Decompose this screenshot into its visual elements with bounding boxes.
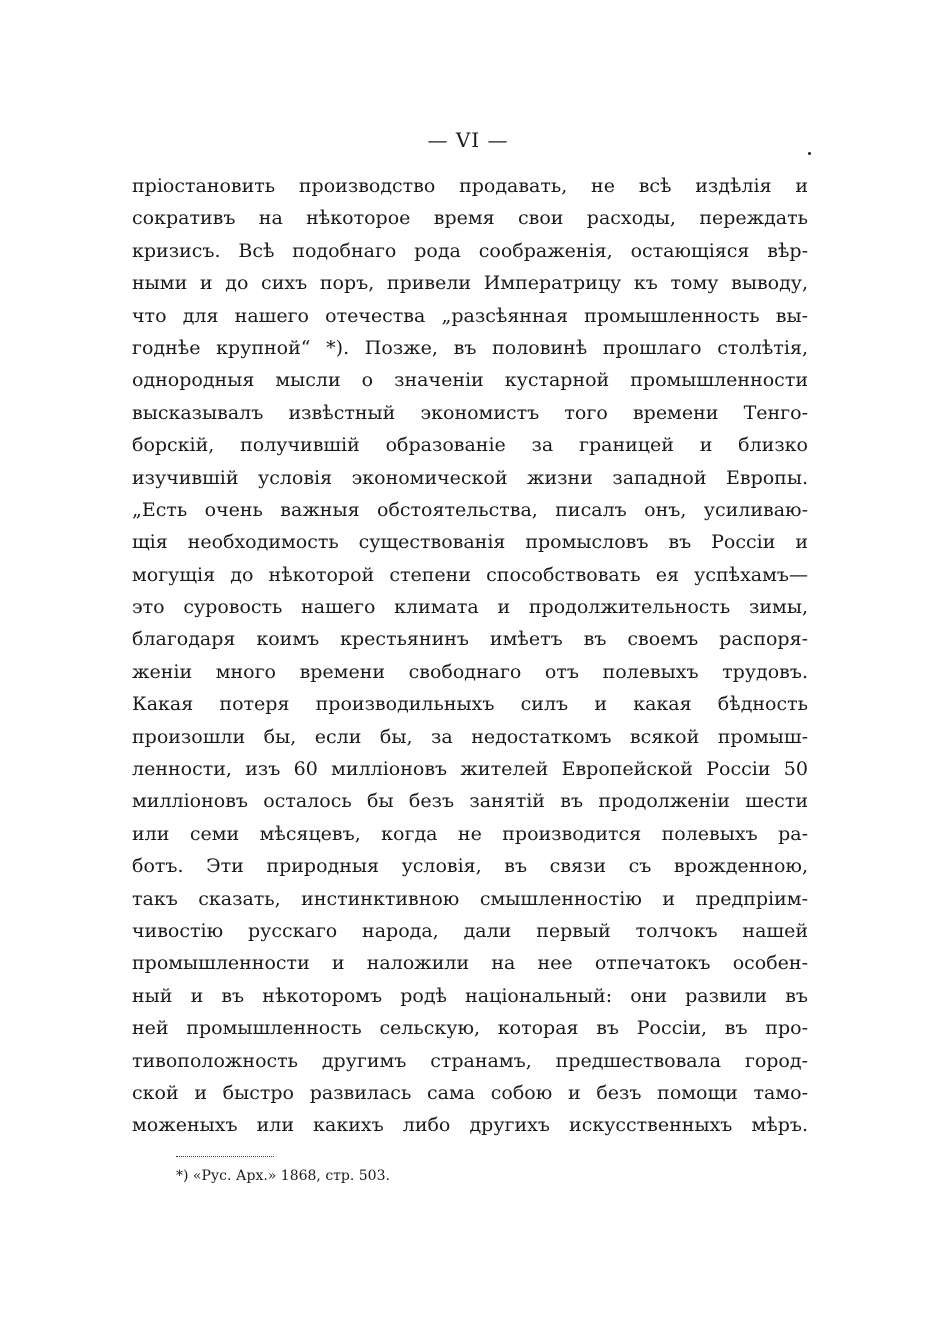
- text-line: борскій, получившій образованіе за границей и близко: [132, 434, 808, 457]
- text-line: высказывалъ извѣстный экономистъ того времени Тенго-: [132, 401, 808, 424]
- text-line: произошли бы, если бы, за недостаткомъ всякой промыш-: [132, 725, 808, 748]
- text-line: однородныя мысли о значеніи кустарной промышленности: [132, 369, 808, 392]
- text-line: моженыхъ или какихъ либо другихъ искусственныхъ мѣръ.: [132, 1114, 808, 1137]
- text-line: тивоположность другимъ странамъ, предшествовала город-: [132, 1049, 808, 1072]
- text-line: сокративъ на нѣкоторое время свои расходы, переждать: [132, 207, 808, 230]
- text-line: это суровость нашего климата и продолжительность зимы,: [132, 596, 808, 619]
- text-line: ный и въ нѣкоторомъ родѣ національный: они развили въ: [132, 984, 808, 1007]
- text-line: ленности, изъ 60 милліоновъ жителей Европейской Россіи 50: [132, 758, 808, 781]
- text-line: изучившій условія экономической жизни западной Европы.: [132, 466, 808, 489]
- text-line: милліоновъ осталось бы безъ занятій въ продолженіи шести: [132, 790, 808, 813]
- text-line: что для нашего отечества „разсѣянная промышленность вы-: [132, 304, 808, 327]
- text-line: ской и быстро развилась сама собою и безъ помощи тамо-: [132, 1081, 808, 1104]
- text-line: годнѣе крупной“ *). Позже, въ половинѣ прошлаго столѣтія,: [132, 336, 808, 359]
- text-line: или семи мѣсяцевъ, когда не производится полевыхъ ра-: [132, 822, 808, 845]
- text-line: пріостановить производство продавать, не всѣ издѣлія и: [132, 175, 808, 197]
- print-speck: [808, 152, 811, 155]
- text-line: чивостію русскаго народа, дали первый толчокъ нашей: [132, 919, 808, 942]
- text-line: ботъ. Эти природныя условія, въ связи съ врожденною,: [132, 855, 808, 878]
- body-text: [132, 170, 808, 1142]
- page-number: — VI —: [427, 128, 509, 152]
- text-line: такъ сказать, инстинктивною смышленностію и предпріим-: [132, 887, 808, 910]
- text-line: кризисъ. Всѣ подобнаго рода соображенія, остающіяся вѣр-: [132, 239, 808, 262]
- text-line: женіи много времени свободнаго отъ полевыхъ трудовъ.: [132, 660, 808, 683]
- text-line: промышленности и наложили на нее отпечатокъ особен-: [132, 952, 808, 975]
- text-line: могущія до нѣкоторой степени способствовать ея успѣхамъ—: [132, 563, 808, 586]
- footnote-separator: [176, 1156, 274, 1157]
- text-line: благодаря коимъ крестьянинъ имѣетъ въ своемъ распоря-: [132, 628, 808, 651]
- footnote: *) «Рус. Арх.» 1868, стр. 503.: [176, 1168, 390, 1184]
- text-line: ными и до сихъ поръ, привели Императрицу къ тому выводу,: [132, 272, 808, 295]
- text-line: щія необходимость существованія промысловъ въ Россіи и: [132, 531, 808, 554]
- text-line: ней промышленность сельскую, которая въ Россіи, въ про-: [132, 1017, 808, 1040]
- text-line: „Есть очень важныя обстоятельства, писалъ онъ, усиливаю-: [132, 498, 808, 521]
- text-line: Какая потеря производильныхъ силъ и какая бѣдность: [132, 693, 808, 716]
